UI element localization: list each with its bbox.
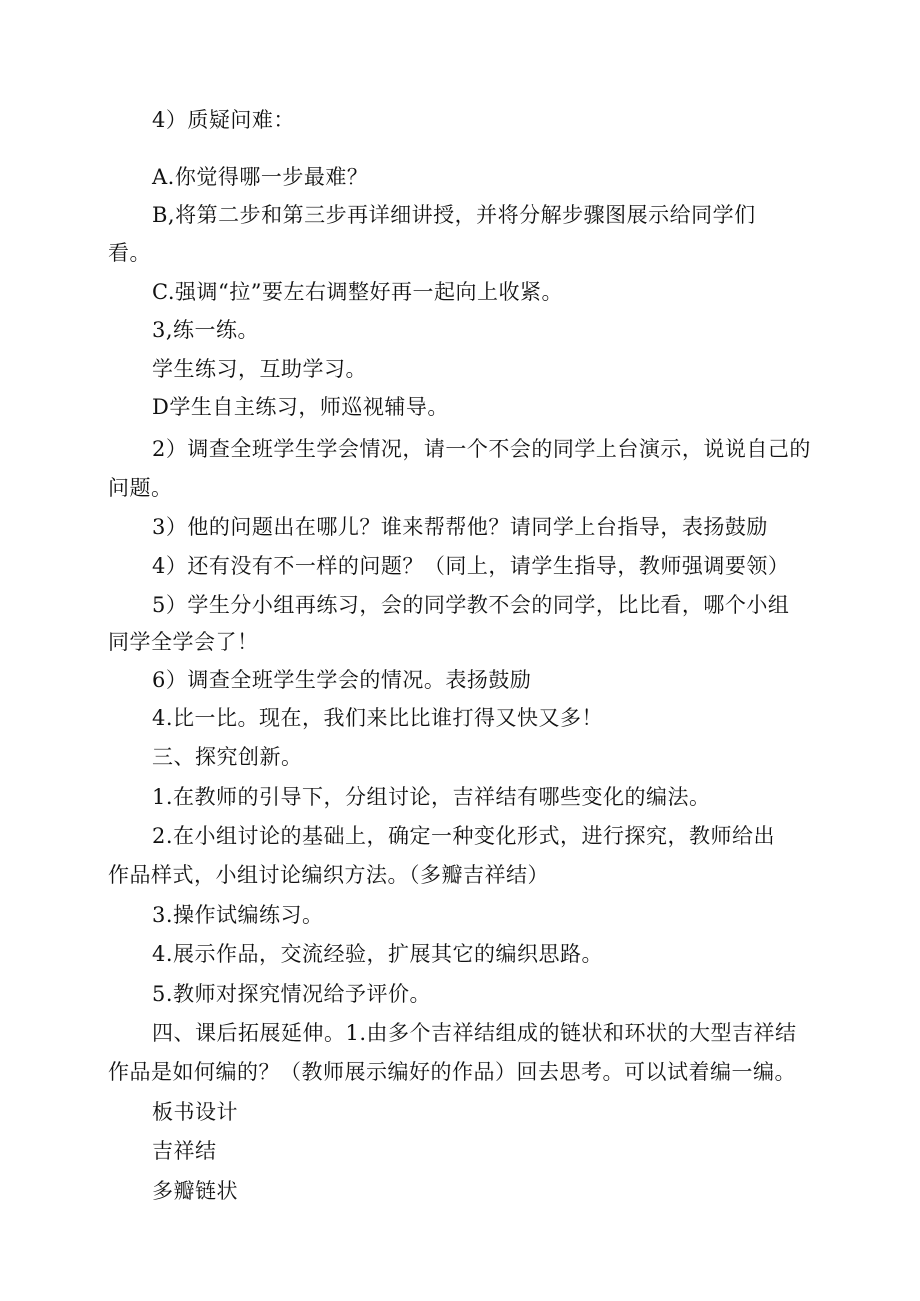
text-line: 三、探究创新。 [152,745,303,769]
text-line: 多瓣链状 [152,1179,238,1203]
text-line: 6）调查全班学生学会的情况。表扬鼓励 [152,668,532,692]
text-line: 3）他的问题出在哪儿？谁来帮帮他？请同学上台指导，表扬鼓励 [152,515,768,539]
text-line: 2.在小组讨论的基础上，确定一种变化形式，进行探究，教师给出 [152,824,776,848]
text-line: 四、课后拓展延伸。1.由多个吉祥结组成的链状和环状的大型吉祥结 [152,1021,797,1045]
text-line: 吉祥结 [152,1139,217,1163]
text-line: 4.展示作品，交流经验，扩展其它的编织思路。 [152,942,604,966]
text-line: 作品是如何编的？（教师展示编好的作品）回去思考。可以试着编一编。 [108,1060,796,1084]
text-line: 4）还有没有不一样的问题？（同上，请学生指导，教师强调要领） [152,554,790,578]
text-line: C.强调“拉”要左右调整好再一起向上收紧。 [152,280,563,304]
text-line: 问题。 [108,476,173,500]
text-line: 同学全学会了！ [108,630,259,654]
text-line: 5）学生分小组再练习，会的同学教不会的同学，比比看，哪个小组 [152,593,790,617]
text-line: 5.教师对探究情况给予评价。 [152,982,432,1006]
text-line: 3,练一练。 [152,318,260,342]
text-line: 看。 [108,241,151,265]
text-line: 学生练习，互助学习。 [152,357,367,381]
text-line: 作品样式，小组讨论编织方法。（多瓣吉祥结） [108,863,549,887]
text-line: 4.比一比。现在，我们来比比谁打得又快又多！ [152,706,604,730]
text-line: 1.在教师的引导下，分组讨论，吉祥结有哪些变化的编法。 [152,785,711,809]
text-line: A.你觉得哪一步最难？ [152,165,369,189]
text-line: 3.操作试编练习。 [152,903,324,927]
text-line: 4）质疑问难： [152,108,295,132]
text-line: 板书设计 [152,1100,238,1124]
text-line: D学生自主练习，师巡视辅导。 [152,395,449,419]
text-line: B,将第二步和第三步再详细讲授，并将分解步骤图展示给同学们 [152,203,756,227]
text-line: 2）调查全班学生学会情况，请一个不会的同学上台演示，说说自己的 [152,437,811,461]
